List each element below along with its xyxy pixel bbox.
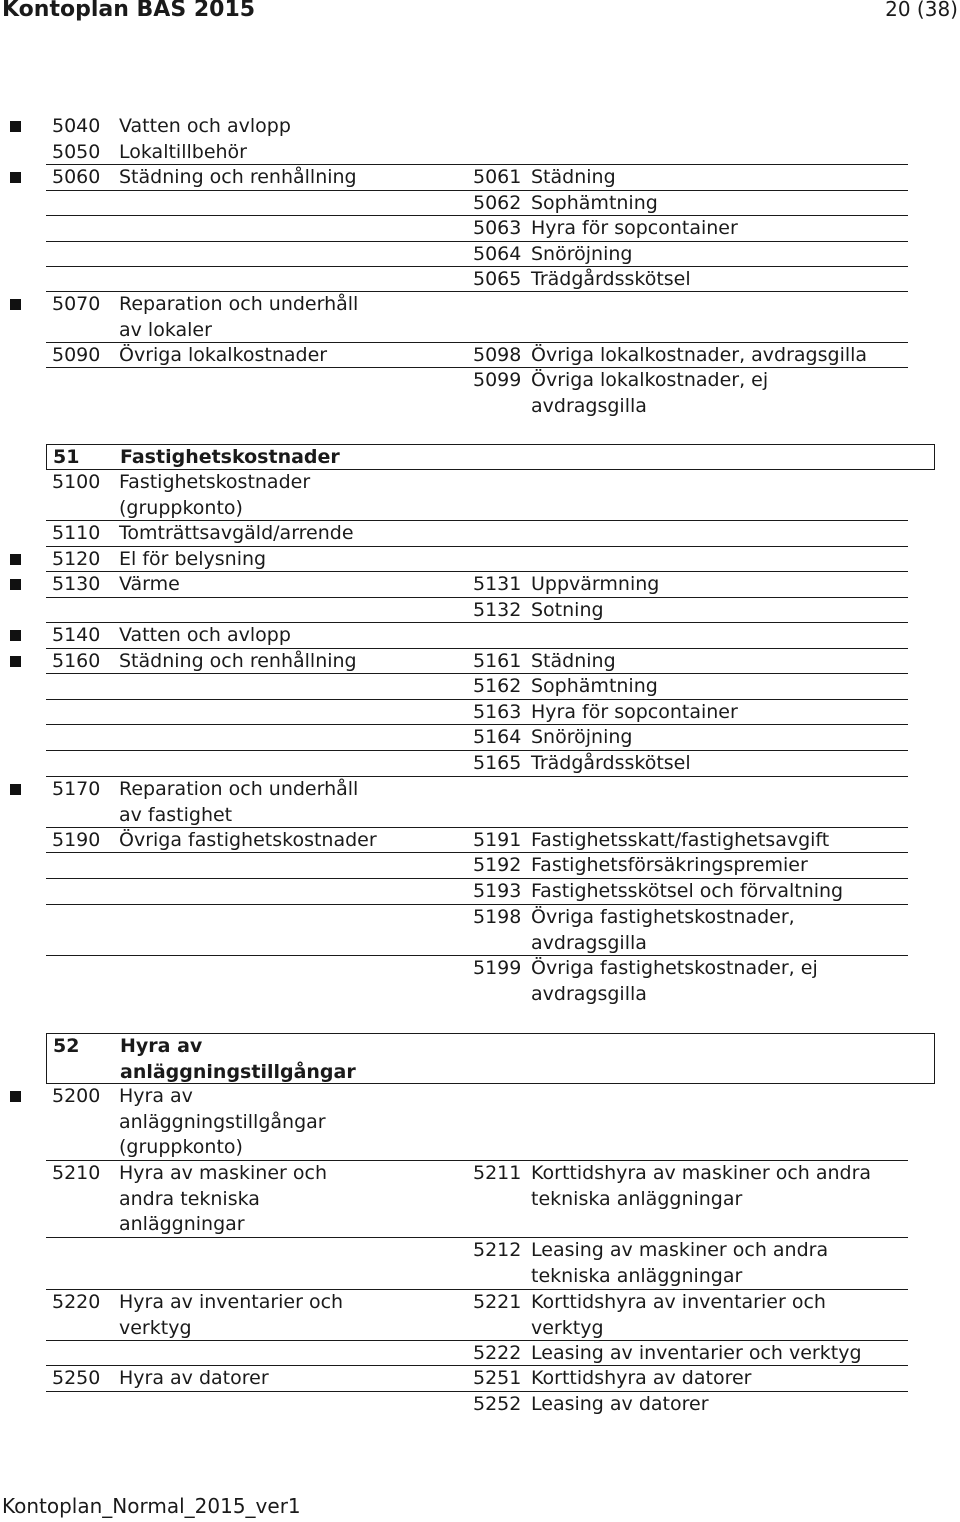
required-marker-icon — [10, 1091, 21, 1102]
subaccount-name: Leasing av datorer — [531, 1393, 709, 1415]
subaccount-number: 5222 — [473, 1342, 522, 1364]
account-name: Lokaltillbehör — [119, 141, 247, 163]
account-number: 5220 — [52, 1291, 101, 1313]
account-row — [46, 879, 908, 905]
account-row — [46, 853, 908, 879]
account-row — [46, 267, 908, 292]
subaccount-name: Övriga fastighetskostnader, avdragsgilla — [531, 906, 795, 954]
subaccount-number: 5163 — [473, 701, 522, 723]
account-row — [46, 165, 908, 191]
subaccount-number: 5198 — [473, 906, 522, 928]
subaccount-number: 5212 — [473, 1239, 522, 1261]
subaccount-number: 5062 — [473, 192, 522, 214]
subaccount-name: Korttidshyra av maskiner och andra tekniska anläggningar — [531, 1162, 872, 1210]
account-row — [46, 828, 908, 853]
account-name: Reparation och underhåll av lokaler — [119, 293, 359, 341]
subaccount-name: Uppvärmning — [531, 573, 660, 595]
subaccount-name: Fastighetsförsäkringspremier — [531, 854, 808, 876]
required-marker-icon — [10, 172, 21, 183]
required-marker-icon — [10, 656, 21, 667]
account-row — [46, 598, 908, 623]
subaccount-name: Städning — [531, 650, 616, 672]
account-number: 5040 — [52, 115, 101, 137]
account-name: Fastighetskostnader — [120, 446, 340, 468]
account-number: 52 — [53, 1035, 80, 1057]
account-number: 5100 — [52, 471, 101, 493]
account-number: 5170 — [52, 778, 101, 800]
subaccount-name: Sophämtning — [531, 675, 658, 697]
subaccount-number: 5164 — [473, 726, 522, 748]
account-row — [46, 1366, 908, 1392]
account-number: 5120 — [52, 548, 101, 570]
account-number: 5250 — [52, 1367, 101, 1389]
account-row — [46, 292, 908, 343]
account-number: 5060 — [52, 166, 101, 188]
account-number: 5050 — [52, 141, 101, 163]
subaccount-name: Korttidshyra av datorer — [531, 1367, 752, 1389]
subaccount-name: Snöröjning — [531, 726, 633, 748]
account-row — [46, 1341, 908, 1366]
account-row — [46, 1084, 908, 1161]
account-name: Tomträttsavgäld/arrende — [119, 522, 354, 544]
subaccount-name: Korttidshyra av inventarier och verktyg — [531, 1291, 826, 1339]
account-number: 5200 — [52, 1085, 101, 1107]
account-number: 51 — [53, 446, 80, 468]
subaccount-number: 5162 — [473, 675, 522, 697]
subaccount-name: Leasing av inventarier och verktyg — [531, 1342, 862, 1364]
subaccount-number: 5191 — [473, 829, 522, 851]
account-number: 5140 — [52, 624, 101, 646]
account-name: Vatten och avlopp — [119, 624, 291, 646]
subaccount-number: 5193 — [473, 880, 522, 902]
account-row — [46, 1290, 908, 1341]
required-marker-icon — [10, 630, 21, 641]
document-title: Kontoplan BAS 2015 — [2, 0, 256, 22]
subaccount-number: 5061 — [473, 166, 522, 188]
subaccount-number: 5221 — [473, 1291, 522, 1313]
account-number: 5210 — [52, 1162, 101, 1184]
subaccount-name: Övriga lokalkostnader, ej avdragsgilla — [531, 369, 769, 417]
account-row — [46, 725, 908, 751]
account-name: Hyra av anläggningstillgångar (gruppkonto) — [119, 1085, 326, 1159]
account-row — [46, 905, 908, 956]
account-name: Hyra av maskiner och andra tekniska anläggningar — [119, 1162, 327, 1236]
subaccount-number: 5098 — [473, 344, 522, 366]
section-heading-row — [46, 1033, 935, 1084]
page-header — [0, 0, 960, 26]
subaccount-number: 5131 — [473, 573, 522, 595]
subaccount-name: Hyra för sopcontainer — [531, 217, 738, 239]
subaccount-number: 5063 — [473, 217, 522, 239]
subaccount-number: 5064 — [473, 243, 522, 265]
account-row — [46, 777, 908, 828]
account-row — [46, 956, 908, 1008]
account-number: 5090 — [52, 344, 101, 366]
account-row — [46, 649, 908, 674]
account-row — [46, 470, 908, 521]
account-name: Städning och renhållning — [119, 166, 357, 188]
account-name: Städning och renhållning — [119, 650, 357, 672]
subaccount-number: 5065 — [473, 268, 522, 290]
subaccount-name: Hyra för sopcontainer — [531, 701, 738, 723]
required-marker-icon — [10, 579, 21, 590]
account-name: Vatten och avlopp — [119, 115, 291, 137]
subaccount-name: Städning — [531, 166, 616, 188]
required-marker-icon — [10, 554, 21, 565]
account-row — [46, 216, 908, 242]
subaccount-number: 5165 — [473, 752, 522, 774]
account-number: 5190 — [52, 829, 101, 851]
account-name: Hyra av inventarier och verktyg — [119, 1291, 344, 1339]
subaccount-number: 5161 — [473, 650, 522, 672]
subaccount-name: Trädgårdsskötsel — [531, 752, 691, 774]
required-marker-icon — [10, 784, 21, 795]
subaccount-number: 5251 — [473, 1367, 522, 1389]
required-marker-icon — [10, 299, 21, 310]
subaccount-number: 5192 — [473, 854, 522, 876]
account-row — [46, 242, 908, 267]
account-row — [46, 700, 908, 725]
account-row — [46, 114, 908, 140]
account-row — [46, 1238, 908, 1290]
account-row — [46, 343, 908, 368]
account-number: 5130 — [52, 573, 101, 595]
subaccount-name: Trädgårdsskötsel — [531, 268, 691, 290]
subaccount-name: Snöröjning — [531, 243, 633, 265]
subaccount-number: 5252 — [473, 1393, 522, 1415]
account-row — [46, 572, 908, 598]
account-name: Värme — [119, 573, 180, 595]
page-number: 20 (38) — [885, 0, 958, 21]
account-name: Hyra av anläggningstillgångar — [120, 1035, 356, 1083]
account-number: 5160 — [52, 650, 101, 672]
account-row — [46, 521, 908, 547]
account-row — [46, 547, 908, 572]
account-number: 5110 — [52, 522, 101, 544]
account-name: Övriga fastighetskostnader — [119, 829, 377, 851]
subaccount-name: Sotning — [531, 599, 604, 621]
account-row — [46, 140, 908, 165]
subaccount-name: Fastighetsskötsel och förvaltning — [531, 880, 844, 902]
account-row — [46, 1392, 908, 1418]
account-name: El för belysning — [119, 548, 267, 570]
account-row — [46, 368, 908, 420]
subaccount-name: Leasing av maskiner och andra tekniska anläggningar — [531, 1239, 829, 1287]
required-marker-icon — [10, 121, 21, 132]
account-row — [46, 674, 908, 700]
account-row — [46, 191, 908, 216]
account-name: Hyra av datorer — [119, 1367, 269, 1389]
account-name: Reparation och underhåll av fastighet — [119, 778, 359, 826]
account-row — [46, 751, 908, 777]
subaccount-number: 5099 — [473, 369, 522, 391]
account-name: Fastighetskostnader (gruppkonto) — [119, 471, 311, 519]
account-row — [46, 623, 908, 649]
subaccount-name: Övriga fastighetskostnader, ej avdragsgilla — [531, 957, 818, 1005]
account-number: 5070 — [52, 293, 101, 315]
footer-text: Kontoplan_Normal_2015_ver1 — [2, 1494, 301, 1518]
subaccount-name: Övriga lokalkostnader, avdragsgilla — [531, 344, 868, 366]
subaccount-name: Fastighetsskatt/fastighetsavgift — [531, 829, 830, 851]
account-row — [46, 1161, 908, 1238]
subaccount-name: Sophämtning — [531, 192, 658, 214]
section-heading-row — [46, 444, 935, 470]
subaccount-number: 5132 — [473, 599, 522, 621]
subaccount-number: 5211 — [473, 1162, 522, 1184]
subaccount-number: 5199 — [473, 957, 522, 979]
account-name: Övriga lokalkostnader — [119, 344, 328, 366]
